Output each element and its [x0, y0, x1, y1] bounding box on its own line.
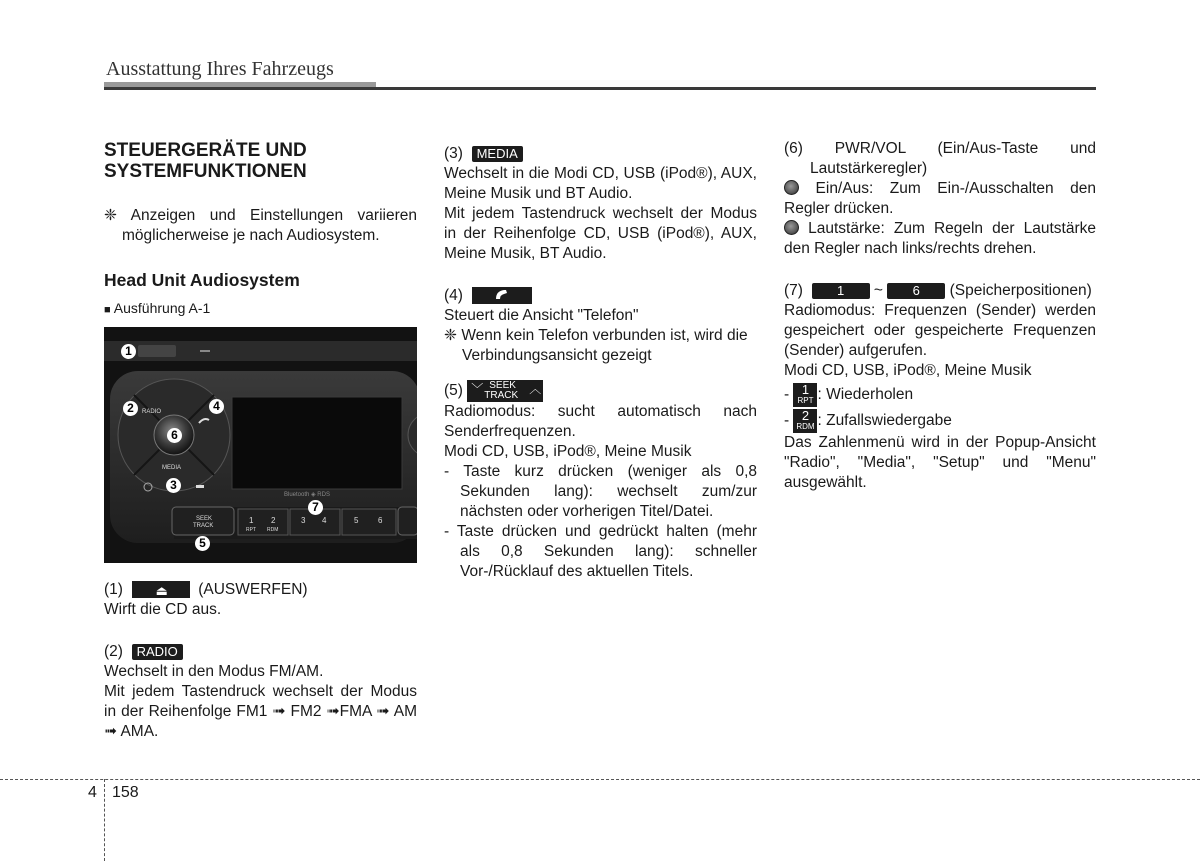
item-4-description: Steuert die Ansicht "Telefon": [444, 307, 639, 324]
item-3-para-1: Wechselt in die Modi CD, USB (iPod®), AUX, Meine Musik und BT Audio.: [444, 165, 757, 202]
column-2: [444, 144, 757, 582]
section-title-line-1: STEUERGERÄTE UND: [104, 140, 307, 161]
track-label: TRACK: [484, 390, 519, 401]
item-4-note: [444, 326, 757, 366]
callout-2: 2: [123, 401, 138, 416]
callout-5: 5: [195, 536, 210, 551]
item-1-heading: [104, 580, 417, 600]
item-7-heading: [784, 281, 1096, 301]
item-7-para-3: Das Zahlenmenü wird in der Popup-Ansicht "Radio", "Media", "Setup" und "Menu" ausgewählt.: [784, 434, 1096, 491]
item-7-para-1: Radiomodus: Frequenzen (Sender) werden gespeichert oder gespeicherte Frequenzen (Sender) aufgerufen.: [784, 302, 1096, 359]
photo-rdm-label: RDM: [267, 527, 279, 533]
page-number: 158: [112, 784, 139, 801]
item-4-heading: [444, 286, 757, 306]
item-6-para-2-text: Lautstärke: Zum Regeln der Lautstärke den Regler nach links/rechts drehen.: [784, 220, 1096, 257]
item-7-number: (7): [784, 282, 803, 299]
rdm-key-graphic: [793, 409, 817, 433]
footer-vertical-rule: [104, 779, 105, 861]
item-3-heading: [444, 144, 757, 164]
section-title-line-2: SYSTEMFUNKTIONEN: [104, 161, 307, 182]
column-3: [784, 139, 1096, 493]
rdm-key-sub: RDM: [796, 422, 815, 431]
rpt-key-graphic: [793, 383, 817, 407]
item-2-line-1: Wechselt in den Modus FM/AM.: [104, 663, 324, 680]
item-3-number: (3): [444, 145, 463, 162]
item-6-para-1-text: Ein/Aus: Zum Ein-/Ausschalten den Regler drücken.: [784, 180, 1096, 217]
variant-text: Ausführung A-1: [113, 300, 211, 316]
photo-brand-label: Bluetooth ◈ RDS: [284, 492, 330, 498]
item-2-heading: [104, 642, 417, 662]
item-1-label: (AUSWERFEN): [198, 581, 308, 598]
note-text: Anzeigen und Einstellungen variieren möglicherweise je nach Audiosystem.: [122, 207, 417, 244]
dash: -: [784, 386, 790, 404]
photo-preset-2: 2: [271, 516, 276, 525]
phone-icon: [494, 288, 512, 302]
item-5-para-1: Radiomodus: sucht automatisch nach Senderfrequenzen.: [444, 403, 757, 440]
photo-seek-label: SEEK: [196, 516, 213, 522]
preset-key-1: 1: [812, 283, 870, 299]
chapter-number: 4: [88, 784, 97, 801]
callout-1: 1: [121, 344, 136, 359]
item-4-number: (4): [444, 287, 463, 304]
item-5-number: (5): [444, 382, 463, 400]
item-1-description: Wirft die CD aus.: [104, 601, 222, 618]
item-5-heading: [444, 380, 757, 402]
callout-6: 6: [167, 428, 182, 443]
photo-preset-6: 6: [378, 516, 383, 525]
item-5-bullet-2-text: Taste drücken und gedrückt halten (mehr als 0,8 Sekunden lang): schneller Vor-/Rücklauf des aktuellen Titels.: [456, 523, 757, 580]
variant-label: [104, 298, 417, 320]
seek-label: SEEK: [489, 380, 516, 391]
radio-knob-label: RADIO: [142, 409, 162, 415]
media-chip: MEDIA: [472, 146, 523, 162]
photo-track-label: TRACK: [193, 523, 214, 529]
photo-rpt-label: RPT: [246, 527, 256, 533]
tilde: ~: [873, 282, 883, 299]
head-unit-illustration: [104, 327, 417, 563]
dash: -: [444, 523, 450, 540]
note-symbol: ❈: [444, 327, 457, 344]
item-5-bullet-2: [444, 522, 757, 582]
item-2-line-2: Mit jedem Tastendruck wechselt der Modus in der Reihenfolge FM1 ➟ FM2 ➟FMA ➟ AM ➟ AMA.: [104, 683, 417, 740]
media-knob-label: MEDIA: [162, 465, 182, 471]
item-5-para-2: Modi CD, USB, iPod®, Meine Musik: [444, 443, 692, 460]
phone-button-graphic: [472, 287, 532, 304]
knob-icon: [784, 220, 799, 235]
item-7-label: (Speicherpositionen): [949, 282, 1092, 299]
radio-chip: RADIO: [132, 644, 183, 660]
item-6-number: (6): [784, 140, 803, 157]
column-1: [104, 140, 417, 320]
item-1-number: (1): [104, 581, 123, 598]
header-rule: [104, 87, 1096, 90]
subheading-head-unit: Head Unit Audiosystem: [104, 270, 300, 290]
head-unit-photo: [104, 327, 417, 563]
rdm-line: [784, 409, 1096, 433]
item-2-number: (2): [104, 643, 123, 660]
item-6-heading: [784, 139, 1096, 179]
dash: -: [784, 412, 790, 430]
item-5-bullet-1-text: Taste kurz drücken (weniger als 0,8 Sekunden lang): wechselt zum/zur nächsten oder vorherigen Titel/Datei.: [460, 463, 757, 520]
callout-7: 7: [308, 500, 323, 515]
photo-preset-3: 3: [301, 516, 306, 525]
column-1-lower: [104, 580, 417, 742]
rpt-key-number: 1: [801, 382, 810, 397]
photo-preset-5: 5: [354, 516, 359, 525]
footer-dashed-rule: [0, 779, 1200, 780]
eject-button-graphic: [132, 581, 190, 598]
photo-preset-4: 4: [322, 516, 327, 525]
running-header: Ausstattung Ihres Fahrzeugs: [106, 58, 334, 80]
item-5-bullet-1: [444, 462, 757, 522]
rpt-text: : Wiederholen: [817, 386, 914, 404]
eject-icon: ⏏: [155, 583, 168, 599]
item-6-para-2: [784, 219, 1096, 259]
item-3-para-2: Mit jedem Tastendruck wechselt der Modus in der Reihenfolge CD, USB (iPod®), AUX, Meine Musik, BT Audio.: [444, 205, 757, 262]
rpt-key-sub: RPT: [797, 396, 814, 405]
item-7-para-2: Modi CD, USB, iPod®, Meine Musik: [784, 362, 1032, 379]
note-symbol: ❈: [104, 207, 117, 224]
item-6-para-1: [784, 179, 1096, 219]
seek-track-button-graphic: [467, 380, 543, 402]
callout-4: 4: [209, 399, 224, 414]
callout-3: 3: [166, 478, 181, 493]
photo-preset-1: 1: [249, 516, 254, 525]
item-6-title: PWR/VOL (Ein/Aus-Taste und Lautstärkeregler): [810, 140, 1096, 177]
rdm-key-number: 2: [801, 408, 810, 423]
square-bullet-icon: ■: [104, 304, 111, 316]
item-4-note-text: Wenn kein Telefon verbunden ist, wird die Verbindungsansicht gezeigt: [461, 327, 748, 364]
note-variation: [104, 206, 417, 246]
rpt-line: [784, 383, 1096, 407]
rdm-text: : Zufallswiedergabe: [817, 412, 952, 430]
chevron-up-icon: ︿: [529, 382, 542, 396]
knob-icon: [784, 180, 799, 195]
preset-key-6: 6: [887, 283, 945, 299]
dash: -: [444, 463, 450, 480]
chevron-down-icon: ﹀: [471, 382, 484, 396]
